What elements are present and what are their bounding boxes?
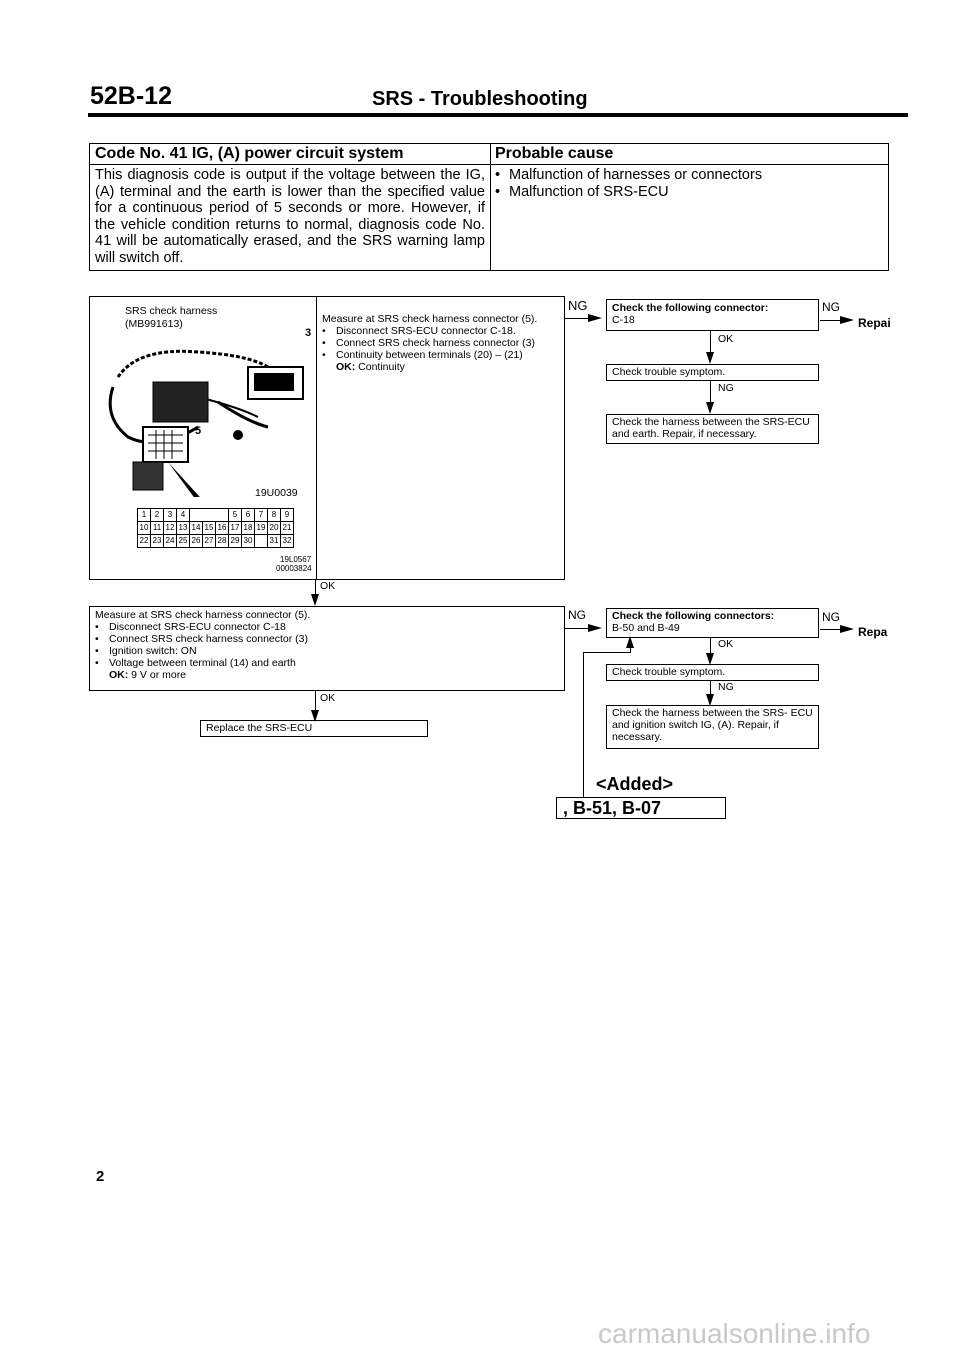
branch2-ng2-label: NG xyxy=(822,610,840,624)
step1-divider xyxy=(316,297,317,579)
cause-item: • Malfunction of SRS-ECU xyxy=(495,184,669,201)
pin: 31 xyxy=(268,535,281,548)
step1-box xyxy=(89,296,565,580)
figure-label-harness: SRS check harness xyxy=(125,305,218,317)
pin: 20 xyxy=(268,522,281,535)
step2-item: • Voltage between terminal (14) and earth xyxy=(95,657,559,669)
pin: 10 xyxy=(138,522,151,535)
pin-gap xyxy=(190,509,229,522)
step1-ok: OK: Continuity xyxy=(336,361,405,373)
branch1-harness-text: Check the harness between the SRS-ECU and earth. Repair, if necessary. xyxy=(612,416,810,440)
pin: 25 xyxy=(177,535,190,548)
added-vertical-line xyxy=(583,652,584,797)
pin: 8 xyxy=(268,509,281,522)
branch2-symptom-text: Check trouble symptom. xyxy=(612,666,726,678)
step2-item: • Connect SRS check harness connector (3) xyxy=(95,633,559,645)
branch2-harness-box xyxy=(606,705,819,749)
pin: 5 xyxy=(229,509,242,522)
step1-item: • Connect SRS check harness connector (3) xyxy=(322,337,557,349)
pin: 4 xyxy=(177,509,190,522)
pin: 17 xyxy=(229,522,242,535)
step1-item: • Continuity between terminals (20) – (21) xyxy=(322,349,557,361)
pin: 27 xyxy=(203,535,216,548)
branch2-ng-label: NG xyxy=(568,608,586,622)
pin: 18 xyxy=(242,522,255,535)
pin: 2 xyxy=(151,509,164,522)
step1-text xyxy=(322,313,557,373)
pin: 28 xyxy=(216,535,229,548)
branch1-symptom-box xyxy=(606,364,819,381)
pin: 13 xyxy=(177,522,190,535)
pin: 7 xyxy=(255,509,268,522)
step2-ok: OK: 9 V or more xyxy=(109,669,187,681)
pin: 30 xyxy=(242,535,255,548)
replace-ecu-text: Replace the SRS-ECU xyxy=(206,722,313,734)
pin: 6 xyxy=(242,509,255,522)
figure-callout-3: 3 xyxy=(305,327,312,339)
probable-cause-title: Probable cause xyxy=(495,145,614,162)
branch2-check-value: B-50 and B-49 xyxy=(612,622,680,634)
branch1-ng2-arrow xyxy=(840,316,854,324)
branch2-check-title: Check the following connectors: xyxy=(612,610,775,622)
branch1-ng2-label: NG xyxy=(822,300,840,314)
pin: 26 xyxy=(190,535,203,548)
pin: 21 xyxy=(281,522,294,535)
branch2-repair-label: Repa xyxy=(858,625,888,639)
branch1-arrow-head xyxy=(588,314,602,322)
code-title: Code No. 41 IG, (A) power circuit system xyxy=(95,145,404,162)
replace-ecu-box xyxy=(200,720,428,737)
diagnosis-table xyxy=(89,143,889,271)
ok-connector-label: OK xyxy=(320,580,336,592)
figure-code-b: 00003824 xyxy=(276,564,312,573)
pin: 19 xyxy=(255,522,268,535)
branch2-ng2-arrow xyxy=(840,625,854,633)
page-title: SRS - Troubleshooting xyxy=(372,88,588,110)
branch1-check-title: Check the following connector: xyxy=(612,302,769,314)
figure-label-part: (MB991613) xyxy=(125,318,183,330)
pin: 16 xyxy=(216,522,229,535)
branch2-ng3-label: NG xyxy=(718,681,734,693)
branch1-ok-label: OK xyxy=(718,333,734,345)
grid-row xyxy=(138,535,294,548)
section-code: 52B-12 xyxy=(90,82,172,110)
branch1-ok-arrow xyxy=(706,352,714,364)
ok-connector-arrow xyxy=(311,594,319,606)
figure-code-a: 19L0567 xyxy=(280,555,312,564)
branch2-check-box xyxy=(606,608,819,638)
branch1-ng3-label: NG xyxy=(718,382,734,394)
cause-item: • Malfunction of harnesses or connectors xyxy=(495,167,762,184)
figure-code: 19U0039 xyxy=(255,487,298,499)
branch1-symptom-text: Check trouble symptom. xyxy=(612,366,726,378)
branch1-harness-box xyxy=(606,414,819,444)
pin: 9 xyxy=(281,509,294,522)
ok-after2-label: OK xyxy=(320,692,336,704)
branch1-ng-label: NG xyxy=(568,298,588,313)
branch2-arrow-head xyxy=(588,624,602,632)
pin: 22 xyxy=(138,535,151,548)
step1-item: • Disconnect SRS-ECU connector C-18. xyxy=(322,325,557,337)
added-horizontal-line xyxy=(583,652,631,653)
step2-item: • Disconnect SRS-ECU connector C-18 xyxy=(95,621,559,633)
step1-title: Measure at SRS check harness connector (5). xyxy=(322,313,538,325)
page-number: 2 xyxy=(96,1168,105,1185)
pin: 1 xyxy=(138,509,151,522)
pin: 15 xyxy=(203,522,216,535)
table-divider xyxy=(490,144,491,270)
branch1-repair-label: Repai xyxy=(858,316,891,330)
watermark: carmanualsonline.info xyxy=(598,1318,871,1349)
added-up-arrow xyxy=(626,636,634,648)
pin: 32 xyxy=(281,535,294,548)
step2-item: • Ignition switch: ON xyxy=(95,645,559,657)
table-header-rule xyxy=(90,164,888,165)
step2-box xyxy=(89,606,565,691)
branch2-ok-label: OK xyxy=(718,638,734,650)
pin: 3 xyxy=(164,509,177,522)
added-value-text: , B-51, B-07 xyxy=(563,798,662,818)
branch1-ng3-arrow xyxy=(706,402,714,414)
pin: 29 xyxy=(229,535,242,548)
grid-row xyxy=(138,509,294,522)
branch2-harness-text: Check the harness between the SRS- ECU and ignition switch IG, (A). Repair, if necessary. xyxy=(612,707,813,743)
pin: 11 xyxy=(151,522,164,535)
pin: 23 xyxy=(151,535,164,548)
step2-title: Measure at SRS check harness connector (5). xyxy=(95,609,311,621)
added-label: <Added> xyxy=(596,774,674,794)
branch1-check-box xyxy=(606,299,819,331)
harness-illustration xyxy=(98,327,313,497)
pin xyxy=(255,535,268,548)
pin: 12 xyxy=(164,522,177,535)
grid-row xyxy=(138,522,294,535)
code-description: This diagnosis code is output if the voltage between the IG, (A) terminal and the earth is lower than the specified value for a continuous period of 5 seconds or more. However, if the vehicle condition returns to normal, diagnosis code No. 41 will be automatically erased, and the SRS warning lamp will switch off. xyxy=(95,167,485,266)
added-value-box xyxy=(556,797,726,819)
branch2-symptom-box xyxy=(606,664,819,681)
branch1-check-value: C-18 xyxy=(612,314,635,326)
connector-pin-grid xyxy=(137,508,294,548)
header-rule xyxy=(88,113,908,117)
pin: 24 xyxy=(164,535,177,548)
figure-callout-5: 5 xyxy=(195,425,202,437)
pin: 14 xyxy=(190,522,203,535)
